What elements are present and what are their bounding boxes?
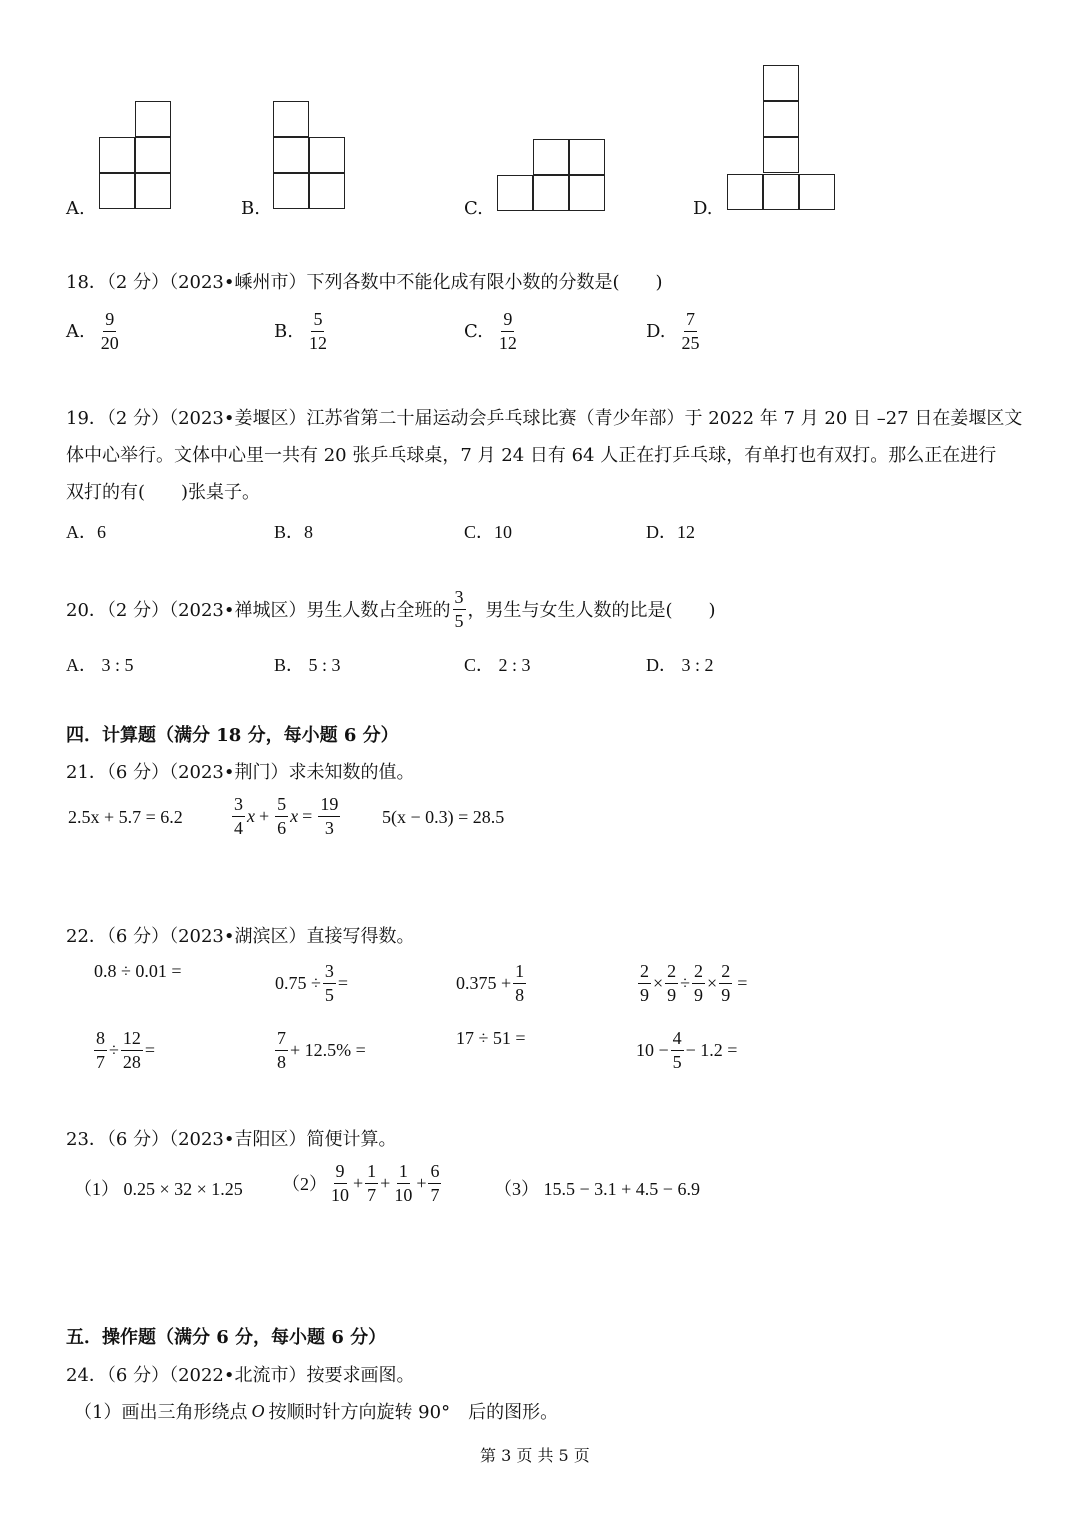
q19-option-c: C．10 xyxy=(464,522,513,542)
fraction xyxy=(665,962,678,1005)
numerator: 2 xyxy=(665,962,678,984)
q22-expr-2 xyxy=(275,962,348,1005)
q20-option-b: B． 5 : 3 xyxy=(274,655,341,675)
q22-expr-8 xyxy=(636,1029,737,1072)
q20-fraction xyxy=(453,588,466,631)
q22-expr-3 xyxy=(456,962,528,1005)
times-sign: × xyxy=(653,972,664,993)
fraction xyxy=(671,1029,684,1072)
denominator: 8 xyxy=(515,984,525,1005)
fraction xyxy=(513,962,526,1005)
q24-sub-1 xyxy=(74,1398,558,1424)
numerator: 5 xyxy=(275,795,288,817)
expr-text: 0.375 + xyxy=(456,972,512,993)
denominator: 10 xyxy=(394,1184,413,1205)
numerator: 2 xyxy=(638,962,651,984)
denominator: 4 xyxy=(234,817,243,838)
expr-text: + 12.5% = xyxy=(290,1039,366,1060)
denominator: 3 xyxy=(324,817,334,838)
denominator: 28 xyxy=(122,1051,141,1072)
q22-expr-5 xyxy=(92,1029,155,1072)
option-label: D. xyxy=(646,320,666,342)
plus-sign: + xyxy=(380,1172,391,1193)
denominator: 9 xyxy=(694,984,704,1005)
section-4-title: 四．计算题（满分 18 分，每小题 6 分） xyxy=(66,725,399,746)
denominator: 9 xyxy=(721,984,731,1005)
sub-question-text: 按顺时针方向旋转 90° 后的图形。 xyxy=(268,1402,559,1423)
fraction xyxy=(497,310,519,353)
sub-question-text: （1）画出三角形绕点 xyxy=(74,1402,248,1423)
q19-option-a: A．6 xyxy=(66,522,106,542)
denominator: 20 xyxy=(100,332,119,353)
divide-sign: ÷ xyxy=(109,1039,119,1060)
q23-part-3: （3） 15.5 − 3.1 + 4.5 − 6.9 xyxy=(494,1179,700,1199)
expr-text: 0.75 ÷ xyxy=(275,972,321,993)
q24-stem: 24．（6 分）（2022•北流市）按要求画图。 xyxy=(66,1365,415,1386)
expr-text: 10 − xyxy=(636,1039,669,1060)
q20-stem-after: ，男生与女生人数的比是( ) xyxy=(467,600,716,622)
fraction xyxy=(719,962,732,1005)
plus-sign: + xyxy=(259,805,270,826)
numerator: 1 xyxy=(397,1162,410,1184)
numerator: 9 xyxy=(501,310,514,332)
q21-equation-3: 5(x − 0.3) = 28.5 xyxy=(382,807,505,827)
part-label: （2） xyxy=(282,1174,327,1195)
q20-option-a: A． 3 : 5 xyxy=(66,655,134,675)
q21-equation-1: 2.5x + 5.7 = 6.2 xyxy=(68,807,183,827)
denominator: 8 xyxy=(277,1051,286,1072)
fraction xyxy=(275,795,288,838)
q18-option-d xyxy=(646,310,704,353)
q20-option-d: D． 3 : 2 xyxy=(646,655,714,675)
denominator: 7 xyxy=(96,1051,105,1072)
denominator: 5 xyxy=(672,1051,682,1072)
numerator: 1 xyxy=(365,1162,378,1184)
times-sign: × xyxy=(707,972,718,993)
q20-option-c: C． 2 : 3 xyxy=(464,655,531,675)
numerator: 3 xyxy=(453,588,466,610)
denominator: 12 xyxy=(498,332,517,353)
numerator: 9 xyxy=(334,1162,347,1184)
q17-option-b-label: B. xyxy=(241,198,260,219)
denominator: 12 xyxy=(308,332,327,353)
numerator: 5 xyxy=(311,310,324,332)
fraction xyxy=(392,1162,414,1205)
denominator: 5 xyxy=(324,984,334,1005)
equals-sign: = xyxy=(302,805,313,826)
numerator: 3 xyxy=(323,962,336,984)
fraction xyxy=(680,310,702,353)
section-5-title: 五．操作题（满分 6 分，每小题 6 分） xyxy=(66,1327,387,1348)
q19-stem-line1: 19．（2 分）（2023•姜堰区）江苏省第二十届运动会乒乓球比赛（青少年部）于 2022 年 7 月 20 日 –27 日在姜堰区文 xyxy=(66,408,1023,429)
q19-stem-line3: 双打的有( )张桌子。 xyxy=(66,482,261,503)
q21-stem: 21．（6 分）（2023•荆门）求未知数的值。 xyxy=(66,762,415,783)
fraction xyxy=(307,310,329,353)
denominator: 9 xyxy=(667,984,677,1005)
fraction xyxy=(94,1029,107,1072)
numerator: 1 xyxy=(513,962,526,984)
numerator: 4 xyxy=(671,1029,684,1051)
fraction xyxy=(365,1162,378,1205)
divide-sign: ÷ xyxy=(680,972,691,993)
fraction xyxy=(318,795,340,838)
numerator: 3 xyxy=(232,795,245,817)
numerator: 8 xyxy=(94,1029,107,1051)
option-label: C. xyxy=(464,320,483,342)
numerator: 2 xyxy=(692,962,705,984)
fraction xyxy=(232,795,245,838)
q20-stem xyxy=(66,588,716,631)
denominator: 7 xyxy=(430,1184,440,1205)
q20-stem-before: 20．（2 分）（2023•禅城区）男生人数占全班的 xyxy=(66,600,451,622)
q19-option-b: B．8 xyxy=(274,522,314,542)
fraction xyxy=(329,1162,351,1205)
q19-stem-line2: 体中心举行。文体中心里一共有 20 张乒乓球桌，7 月 24 日有 64 人正在打乒乓球，有单打也有双打。那么正在进行 xyxy=(66,445,997,466)
q18-option-b xyxy=(274,310,331,353)
q23-part-2 xyxy=(282,1162,443,1205)
expr-text: = xyxy=(337,972,349,993)
fraction xyxy=(275,1029,288,1072)
numerator: 9 xyxy=(103,310,116,332)
q19-option-d: D．12 xyxy=(646,522,695,542)
option-label: B. xyxy=(274,320,293,342)
numerator: 12 xyxy=(121,1029,143,1051)
q22-expr-6 xyxy=(273,1029,366,1072)
denominator: 6 xyxy=(277,817,287,838)
q18-stem: 18．（2 分）（2023•嵊州市）下列各数中不能化成有限小数的分数是( ) xyxy=(66,272,663,293)
q17-option-d-label: D. xyxy=(693,198,713,219)
fraction xyxy=(638,962,651,1005)
fraction xyxy=(692,962,705,1005)
q17-option-c-label: C. xyxy=(464,198,483,219)
equals-sign: = xyxy=(737,972,748,993)
denominator: 9 xyxy=(640,984,649,1005)
numerator: 19 xyxy=(318,795,340,817)
denominator: 10 xyxy=(331,1184,349,1205)
numerator: 6 xyxy=(428,1162,441,1184)
fraction xyxy=(121,1029,143,1072)
point-o: O xyxy=(251,1400,265,1421)
denominator: 5 xyxy=(454,610,464,631)
equals-sign: = xyxy=(144,1039,156,1060)
q22-expr-7: 17 ÷ 51 = xyxy=(456,1028,526,1048)
q17-option-a-label: A. xyxy=(66,198,85,219)
numerator: 2 xyxy=(719,962,732,984)
variable-x: x xyxy=(290,805,299,826)
option-label: A. xyxy=(66,320,85,342)
variable-x: x xyxy=(247,805,255,826)
fraction xyxy=(428,1162,441,1205)
q23-stem: 23．（6 分）（2023•吉阳区）简便计算。 xyxy=(66,1129,397,1150)
fraction xyxy=(99,310,121,353)
numerator: 7 xyxy=(275,1029,288,1051)
denominator: 7 xyxy=(367,1184,377,1205)
q18-option-a xyxy=(66,310,123,353)
fraction xyxy=(323,962,336,1005)
denominator: 25 xyxy=(681,332,700,353)
q22-expr-4 xyxy=(636,962,747,1005)
numerator: 7 xyxy=(684,310,697,332)
expr-text: − 1.2 = xyxy=(685,1039,738,1060)
page-footer: 第 3 页 共 5 页 xyxy=(480,1446,590,1465)
q22-stem: 22．（6 分）（2023•湖滨区）直接写得数。 xyxy=(66,926,415,947)
plus-sign: + xyxy=(416,1172,427,1193)
q22-expr-1: 0.8 ÷ 0.01 = xyxy=(94,961,182,981)
plus-sign: + xyxy=(353,1172,364,1193)
q18-option-c xyxy=(464,310,521,353)
q23-part-1: （1） 0.25 × 32 × 1.25 xyxy=(74,1179,243,1199)
q21-equation-2 xyxy=(230,795,342,838)
